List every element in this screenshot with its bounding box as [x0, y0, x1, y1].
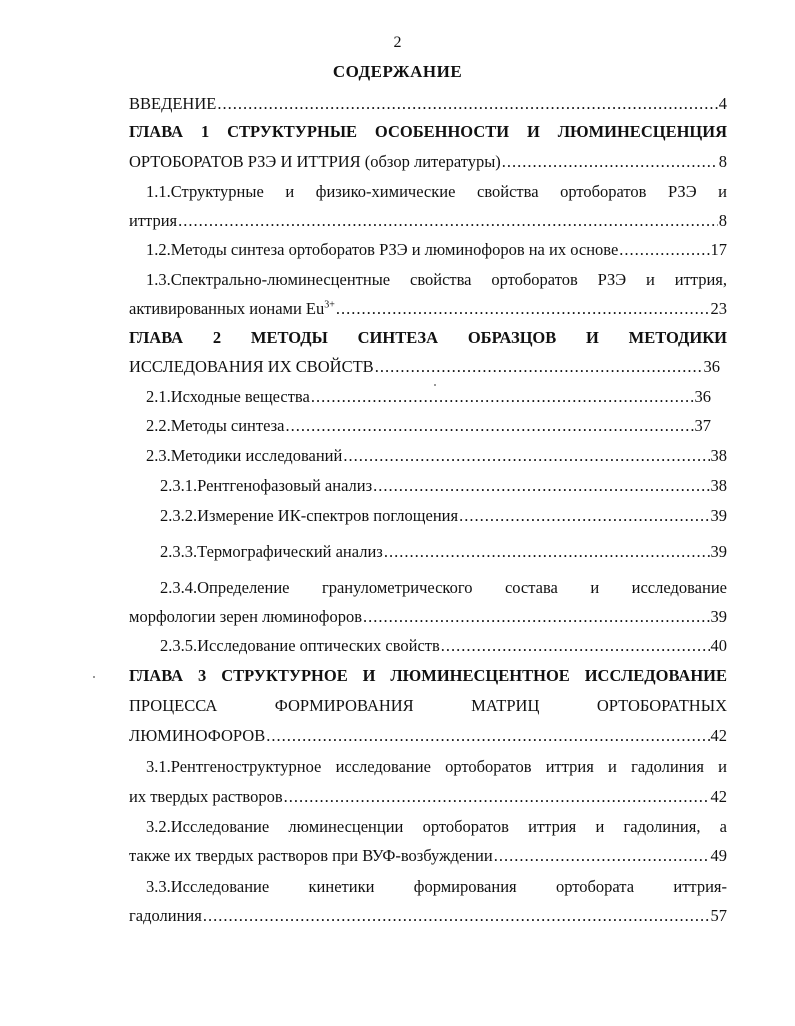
toc-entry-text: 2.2.Методы синтеза [146, 416, 285, 435]
toc-entry-text: гадолиния [129, 906, 202, 925]
toc-chapter-3-line-2: ПРОЦЕССА ФОРМИРОВАНИЯ МАТРИЦ ОРТОБОРАТНЫХ [129, 696, 727, 715]
page-number: 2 [393, 34, 402, 51]
toc-page-number: 39 [710, 506, 727, 525]
toc-entry-intro [129, 94, 727, 114]
toc-page-number: 38 [710, 446, 727, 465]
toc-entry-text: активированных ионами Eu [129, 299, 325, 318]
toc-entry-text: 2.3.5.Исследование оптических свойств [160, 636, 440, 655]
toc-page-number: 40 [710, 636, 727, 655]
toc-page-number: 8 [718, 211, 727, 230]
toc-entry-text: 2.1.Исходные вещества [146, 387, 310, 406]
toc-chapter-2-line-1: ГЛАВА 2 МЕТОДЫ СИНТЕЗА ОБРАЗЦОВ И МЕТОДИКИ [129, 328, 727, 347]
toc-section-1-2 [146, 240, 727, 260]
toc-section-3-2 [129, 846, 727, 866]
toc-section-3-3 [129, 906, 727, 926]
toc-entry-text: ВВЕДЕНИЕ [129, 94, 217, 113]
toc-chapter-3 [129, 726, 727, 746]
toc-section-2-3-5 [160, 636, 727, 656]
toc-page-number: 42 [710, 787, 727, 806]
toc-page-number: 57 [710, 906, 727, 925]
toc-entry-text: 1.2.Методы синтеза ортоборатов РЗЭ и люминофоров на их основе [146, 240, 619, 259]
toc-page-number: 8 [718, 152, 727, 171]
toc-page-number: 36 [694, 387, 711, 406]
toc-section-2-3-4-line-1: 2.3.4.Определение гранулометрического состава и исследование [160, 578, 727, 597]
toc-section-1-1 [129, 211, 727, 231]
toc-chapter-1-line-1: ГЛАВА 1 СТРУКТУРНЫЕ ОСОБЕННОСТИ И ЛЮМИНЕСЦЕНЦИЯ [129, 122, 727, 141]
scan-speck [93, 676, 95, 678]
toc-section-3-1-line-1: 3.1.Рентгеноструктурное исследование ортоборатов иттрия и гадолиния и [146, 757, 727, 776]
toc-section-2-3-2 [160, 506, 727, 526]
toc-page-number: 36 [703, 357, 720, 376]
toc-entry-text: ОРТОБОРАТОВ РЗЭ И ИТТРИЯ (обзор литературы) [129, 152, 501, 171]
toc-page-number: 39 [710, 607, 727, 626]
toc-section-3-3-line-1: 3.3.Исследование кинетики формирования ортобората иттрия- [146, 877, 727, 896]
toc-section-3-2-line-1: 3.2.Исследование люминесценции ортоборатов иттрия и гадолиния, а [146, 817, 727, 836]
toc-chapter-2 [129, 357, 720, 377]
toc-section-2-3 [146, 446, 727, 466]
toc-page-number: 37 [694, 416, 711, 435]
toc-page-number: 39 [710, 542, 727, 561]
toc-entry-text: ЛЮМИНОФОРОВ [129, 726, 266, 745]
toc-entry-text: их твердых растворов [129, 787, 283, 806]
toc-section-3-1 [129, 787, 727, 807]
toc-section-2-1 [146, 387, 711, 407]
toc-section-1-3 [129, 299, 727, 319]
toc-entry-text: 2.3.2.Измерение ИК-спектров поглощения [160, 506, 459, 525]
toc-chapter-3-line-1: ГЛАВА 3 СТРУКТУРНОЕ И ЛЮМИНЕСЦЕНТНОЕ ИССЛЕДОВАНИЕ [129, 666, 727, 685]
toc-section-2-3-4 [129, 607, 727, 627]
toc-entry-text: ИССЛЕДОВАНИЯ ИХ СВОЙСТВ [129, 357, 374, 376]
toc-entry-text: иттрия [129, 211, 178, 230]
toc-page-number: 38 [710, 476, 727, 495]
toc-entry-text: 2.3.3.Термографический анализ [160, 542, 383, 561]
toc-section-2-3-1 [160, 476, 727, 496]
toc-chapter-1 [129, 152, 727, 172]
toc-section-2-3-3 [160, 542, 727, 562]
scan-speck [434, 384, 436, 386]
toc-entry-text: морфологии зерен люминофоров [129, 607, 362, 626]
toc-section-1-1-line-1: 1.1.Структурные и физико-химические свойства ортоборатов РЗЭ и [146, 182, 727, 201]
toc-page-number: 4 [718, 94, 727, 113]
toc-page-number: 49 [710, 846, 727, 865]
toc-entry-text: также их твердых растворов при ВУФ-возбуждении [129, 846, 493, 865]
toc-title: СОДЕРЖАНИЕ [332, 62, 463, 81]
superscript-charge: 3+ [324, 299, 335, 311]
toc-page-number: 23 [710, 299, 727, 318]
toc-page-number: 17 [710, 240, 727, 259]
toc-section-1-3-line-1: 1.3.Спектрально-люминесцентные свойства ортоборатов РЗЭ и иттрия, [146, 270, 727, 289]
toc-entry-text: 2.3.1.Рентгенофазовый анализ [160, 476, 373, 495]
toc-section-2-2 [146, 416, 711, 436]
toc-entry-text: 2.3.Методики исследований [146, 446, 343, 465]
toc-page-number: 42 [710, 726, 727, 745]
